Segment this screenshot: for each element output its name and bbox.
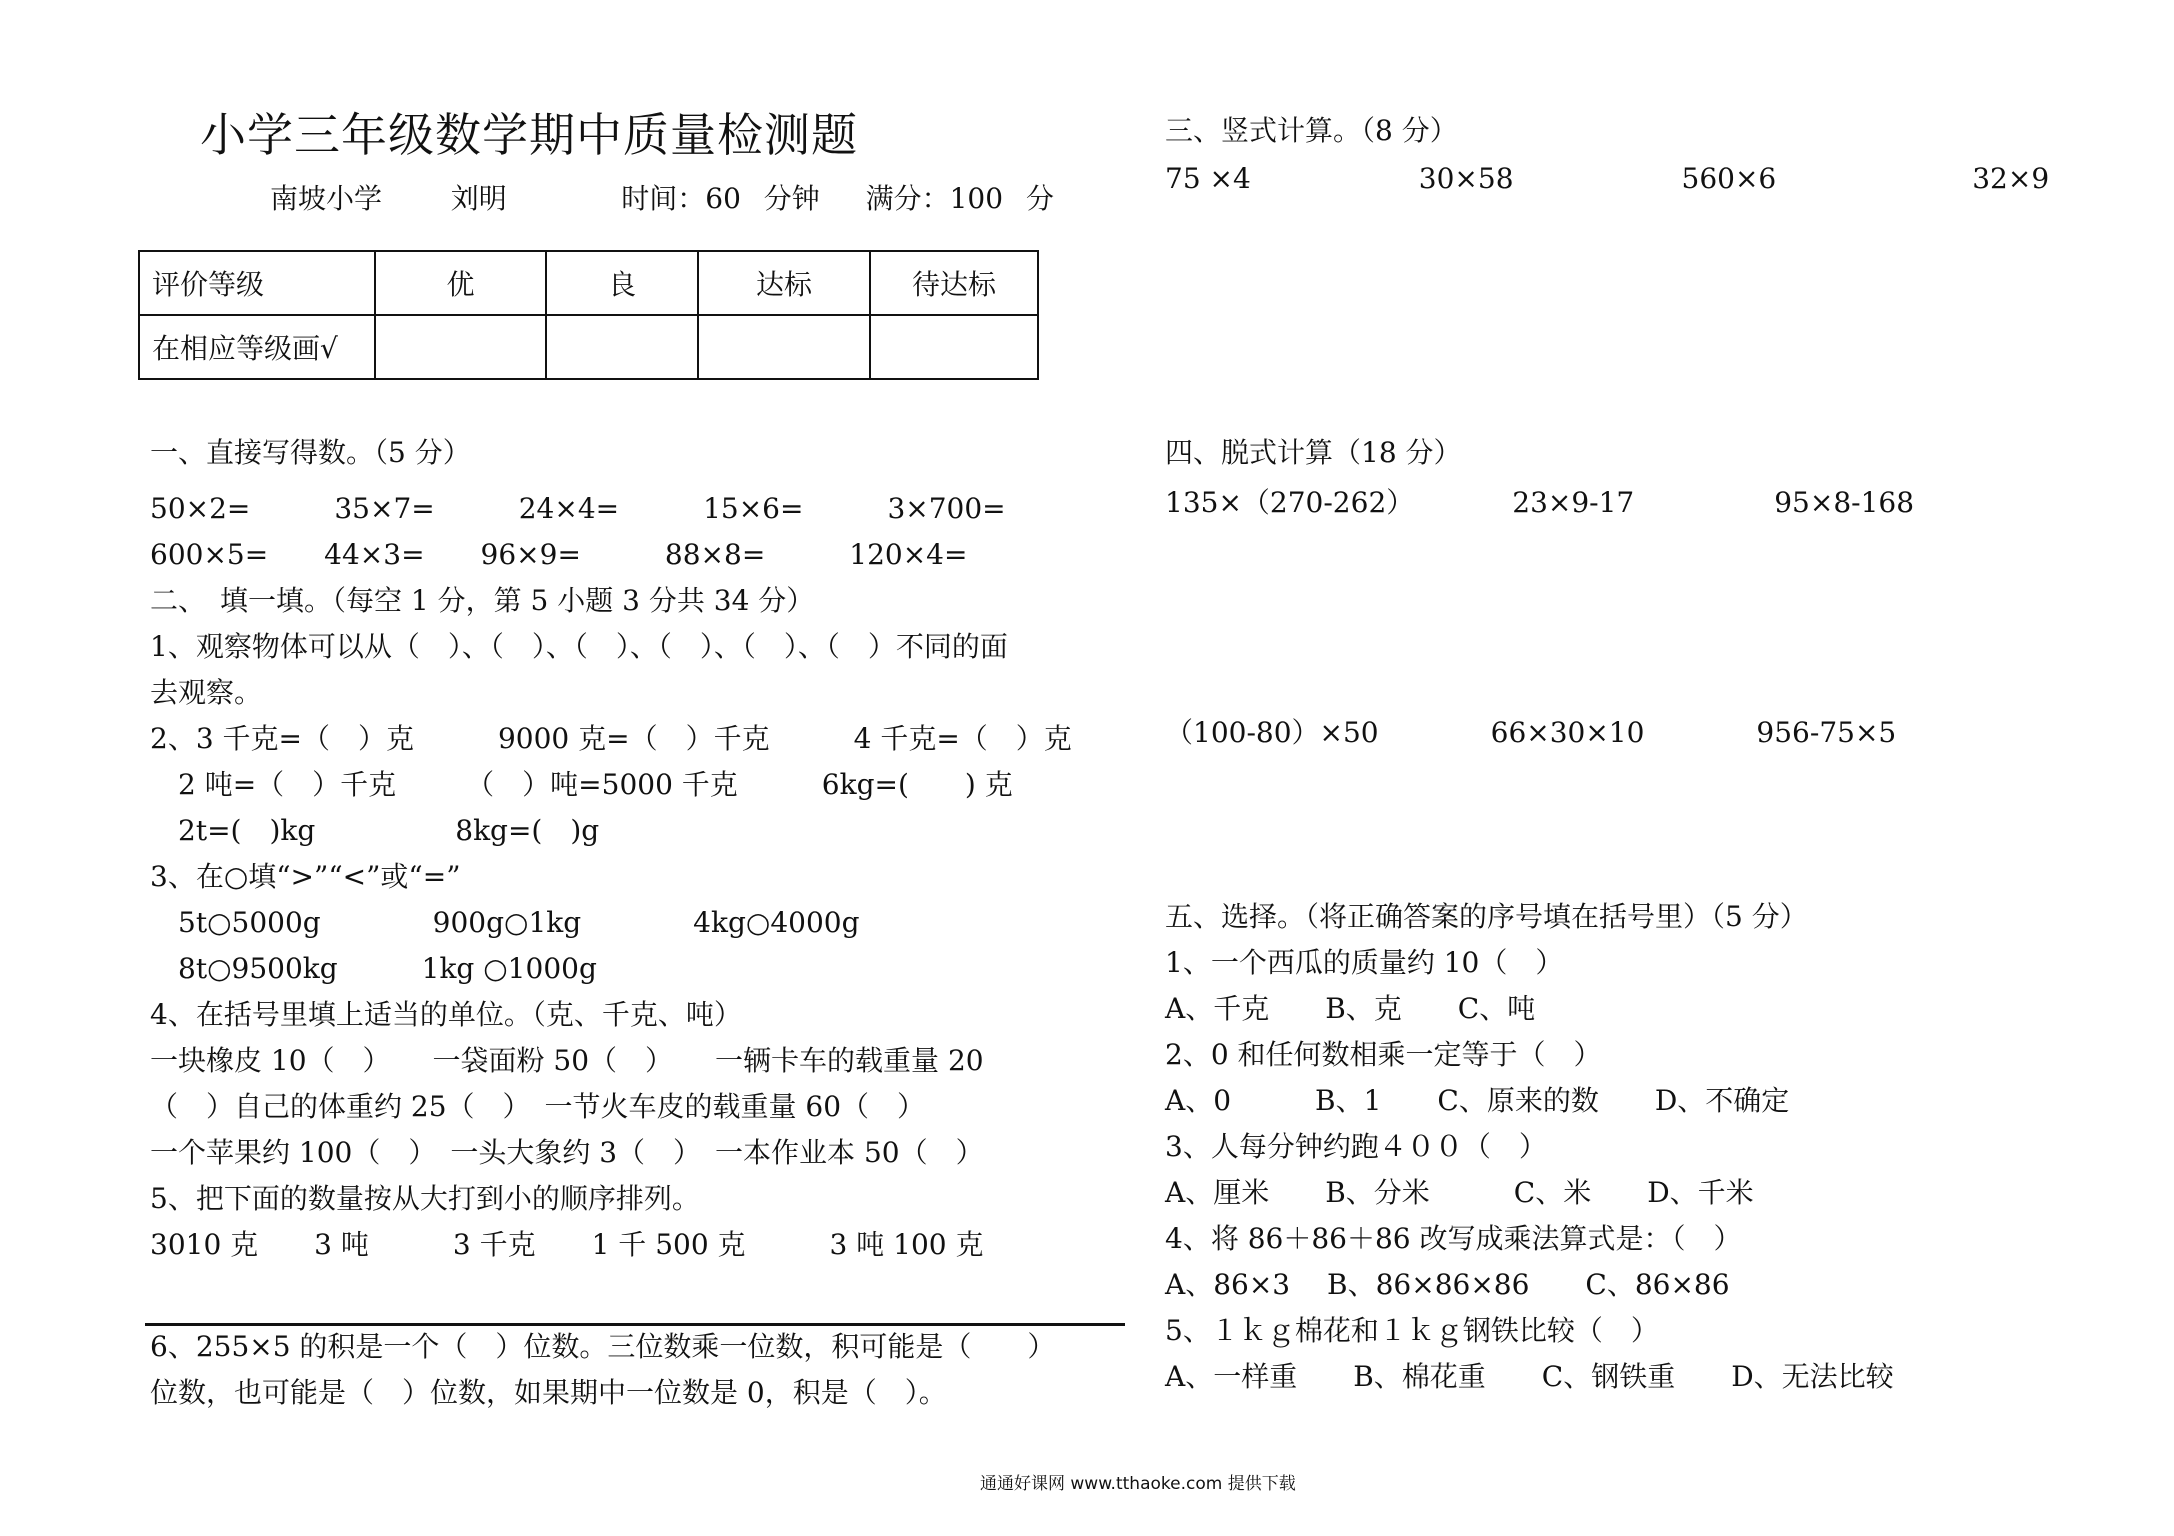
- question-line: A、一样重 B、棉花重 C、钢铁重 D、无法比较: [1165, 1360, 1894, 1393]
- question-line: 75 ×4 30×58 560×6 32×9: [1165, 162, 2050, 195]
- exam-meta: [270, 182, 1054, 216]
- question-line: 3、在○填“>”“<”或“=”: [150, 860, 461, 893]
- question-line: 5t○5000g 900g○1kg 4kg○4000g: [150, 906, 860, 939]
- full-score: 满分：100 分: [865, 182, 1054, 215]
- footer-source: 通通好课网 www.tthaoke.com 提供下载: [980, 1474, 1296, 1494]
- question-line: 位数，也可能是（ ）位数，如果期中一位数是 0，积是（ ）。: [150, 1376, 947, 1409]
- question-line: 2、3 千克=（ ）克 9000 克=（ ）千克 4 千克=（ ）克: [150, 722, 1072, 755]
- question-line: 6、255×5 的积是一个（ ）位数。三位数乘一位数，积可能是（ ）: [150, 1330, 1056, 1363]
- grade-cell: 达标: [698, 251, 870, 315]
- grade-cell: 评价等级: [139, 251, 375, 315]
- grade-mark-cell[interactable]: [698, 315, 870, 379]
- grade-mark-cell[interactable]: [546, 315, 698, 379]
- section-2-heading: 二、 填一填。（每空 1 分，第 5 小题 3 分共 34 分）: [150, 584, 815, 617]
- question-line: 2、0 和任何数相乘一定等于（ ）: [1165, 1038, 1602, 1071]
- question-line: 8t○9500kg 1kg ○1000g: [150, 952, 597, 985]
- section-divider: [145, 1323, 1125, 1326]
- question-line: （100-80）×50 66×30×10 956-75×5: [1165, 716, 1897, 749]
- question-line: A、千克 B、克 C、吨: [1165, 992, 1536, 1025]
- section-1-heading: 一、直接写得数。（5 分）: [150, 436, 471, 469]
- grade-cell: 待达标: [870, 251, 1038, 315]
- question-line: A、86×3 B、86×86×86 C、86×86: [1165, 1268, 1730, 1301]
- grade-table-header-row: [139, 251, 1038, 315]
- grade-mark-cell[interactable]: [870, 315, 1038, 379]
- section-5-heading: 五、选择。（将正确答案的序号填在括号里）（5 分）: [1165, 900, 1808, 933]
- school-name: 南坡小学: [270, 182, 383, 215]
- question-line: 2 吨=（ ）千克 （ ）吨=5000 千克 6kg=( ) 克: [150, 768, 1013, 801]
- question-line: （ ）自己的体重约 25（ ） 一节火车皮的载重量 60（ ）: [150, 1090, 926, 1123]
- question-line: 4、在括号里填上适当的单位。（克、千克、吨）: [150, 998, 742, 1031]
- question-line: A、0 B、1 C、原来的数 D、不确定: [1165, 1084, 1790, 1117]
- question-line: 2t=( )kg 8kg=( )g: [150, 814, 600, 847]
- question-line: 1、一个西瓜的质量约 10（ ）: [1165, 946, 1564, 979]
- question-line: 3010 克 3 吨 3 千克 1 千 500 克 3 吨 100 克: [150, 1228, 984, 1261]
- grade-cell: 在相应等级画√: [139, 315, 375, 379]
- question-line: 600×5= 44×3= 96×9= 88×8= 120×4=: [150, 538, 968, 571]
- exam-time: 时间：60 分钟: [621, 182, 820, 215]
- grade-table-mark-row: [139, 315, 1038, 379]
- section-4-heading: 四、脱式计算（18 分）: [1165, 436, 1462, 469]
- question-line: 5、把下面的数量按从大打到小的顺序排列。: [150, 1182, 700, 1215]
- question-line: 3、人每分钟约跑４００（ ）: [1165, 1130, 1547, 1163]
- question-line: 135×（270-262） 23×9-17 95×8-168: [1165, 486, 1915, 519]
- grade-cell: 优: [375, 251, 546, 315]
- question-line: 一块橡皮 10（ ） 一袋面粉 50（ ） 一辆卡车的载重量 20: [150, 1044, 984, 1077]
- question-line: 5、１ｋｇ棉花和１ｋｇ钢铁比较（ ）: [1165, 1314, 1659, 1347]
- grade-mark-cell[interactable]: [375, 315, 546, 379]
- question-line: 4、将 86＋86＋86 改写成乘法算式是：（ ）: [1165, 1222, 1742, 1255]
- grade-cell: 良: [546, 251, 698, 315]
- question-line: 一个苹果约 100（ ） 一头大象约 3（ ） 一本作业本 50（ ）: [150, 1136, 984, 1169]
- author-name: 刘明: [450, 182, 507, 215]
- page-title: 小学三年级数学期中质量检测题: [200, 108, 858, 162]
- grade-table: [138, 250, 1039, 380]
- question-line: 50×2= 35×7= 24×4= 15×6= 3×700=: [150, 492, 1006, 525]
- question-line: 1、观察物体可以从（ ）、（ ）、（ ）、（ ）、（ ）、（ ）不同的面: [150, 630, 1008, 663]
- section-3-heading: 三、竖式计算。（8 分）: [1165, 114, 1458, 147]
- question-line: 去观察。: [150, 676, 263, 709]
- question-line: A、厘米 B、分米 C、米 D、千米: [1165, 1176, 1754, 1209]
